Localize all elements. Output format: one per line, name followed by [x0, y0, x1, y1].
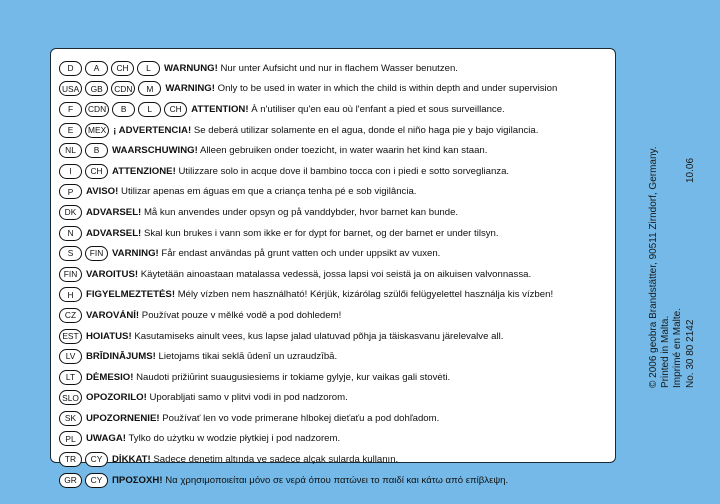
country-code-badge: CY	[85, 452, 108, 467]
warning-row	[59, 243, 611, 264]
warning-heading: WAARSCHUWING!	[112, 145, 198, 157]
warning-body: Utilizar apenas em águas em que a criança tenha pé e sob vigilância.	[121, 186, 417, 198]
warning-heading: UWAGA!	[86, 433, 126, 445]
country-badges	[59, 123, 112, 138]
warning-heading: DİKKAT!	[112, 454, 151, 466]
imprint-number-line	[685, 128, 697, 388]
warning-text	[86, 207, 458, 218]
warning-text	[86, 310, 341, 321]
warning-heading: FIGYELMEZTETÉS!	[86, 289, 176, 301]
country-code-badge: L	[138, 102, 161, 117]
warning-body: Kasutamiseks ainult vees, kus lapse jalad ulatuvad põhja ja täiskasvanu järelevalve all.	[134, 330, 504, 342]
warning-heading: ATTENZIONE!	[112, 165, 176, 177]
country-badges	[59, 287, 85, 302]
warning-body: Käytetään ainoastaan matalassa vedessä, jossa lapsi voi seistä ja on aikuisen valvonnassa.	[140, 268, 532, 280]
country-code-badge: CY	[85, 473, 108, 488]
warning-text	[165, 83, 557, 94]
country-badges	[59, 473, 111, 488]
country-code-badge: PL	[59, 431, 82, 446]
country-code-badge: GR	[59, 473, 82, 488]
country-code-badge: M	[138, 81, 161, 96]
warning-body: Nur unter Aufsicht und nur in flachem Wasser benutzen.	[220, 62, 458, 74]
country-code-badge: EST	[59, 329, 82, 344]
warning-body: À n'utiliser qu'en eau où l'enfant a pied et sous surveillance.	[251, 103, 505, 115]
country-code-badge: B	[112, 102, 135, 117]
country-code-badge: N	[59, 226, 82, 241]
warning-heading: HOIATUS!	[86, 330, 132, 342]
imprint-date: 10.06	[684, 157, 696, 183]
warning-text	[191, 104, 505, 115]
country-badges	[59, 102, 190, 117]
country-code-badge: CH	[164, 102, 187, 117]
country-code-badge: B	[85, 143, 108, 158]
warning-text	[112, 166, 509, 177]
warning-heading: ADVARSEL!	[86, 206, 142, 218]
warning-heading: ADVARSEL!	[86, 227, 142, 239]
warning-body: Να χρησιμοποιείται μόνο σε νερά όπου πατώνει το παιδί και κάτω από επίβλεψη.	[165, 474, 509, 486]
warning-text	[86, 372, 450, 383]
warning-row	[59, 140, 611, 161]
warning-text	[86, 392, 348, 403]
warning-body: Må kun anvendes under opsyn og på vanddybder, hvor barnet kan bunde.	[143, 206, 459, 218]
country-code-badge: SK	[59, 411, 82, 426]
warning-heading: OPOZORILO!	[86, 392, 147, 404]
warning-text	[86, 433, 340, 444]
warning-row	[59, 429, 611, 450]
warning-row	[59, 120, 611, 141]
warning-text	[112, 248, 440, 259]
country-code-badge: NL	[59, 143, 82, 158]
warning-text	[113, 125, 538, 136]
warning-body: Se deberá utilizar solamente en el agua, donde el niño haga pie y bajo vigilancia.	[193, 124, 539, 136]
country-badges	[59, 329, 85, 344]
warning-text	[86, 228, 499, 239]
country-badges	[59, 431, 85, 446]
country-code-badge: GB	[85, 81, 108, 96]
warning-row	[59, 264, 611, 285]
warning-body: Tylko do użytku w wodzie płytkiej i pod nadzorem.	[128, 433, 341, 445]
imprint-printed: Printed in Malta.	[660, 315, 672, 388]
warning-heading: AVISO!	[86, 186, 119, 198]
warning-heading: ΠΡΟΣΟΧΗ!	[112, 474, 163, 486]
imprint-imprime: Imprimé en Malte.	[672, 307, 684, 388]
country-code-badge: LV	[59, 349, 82, 364]
country-code-badge: CH	[111, 61, 134, 76]
country-code-badge: S	[59, 246, 82, 261]
warning-row	[59, 161, 611, 182]
country-code-badge: CZ	[59, 308, 82, 323]
warning-body: Naudoti prižiūrint suaugusiesiems ir tokiame gylyje, kur vaikas gali stovėti.	[136, 371, 451, 383]
country-code-badge: SLO	[59, 390, 82, 405]
country-badges	[59, 61, 163, 76]
warning-panel	[50, 48, 616, 486]
country-code-badge: USA	[59, 81, 82, 96]
warning-body: Får endast användas på grunt vatten och under uppsikt av vuxen.	[161, 248, 441, 260]
warning-body: Skal kun brukes i vann som ikke er for dypt for barnet, og der barnet er under tilsyn.	[143, 227, 499, 239]
warning-heading: WARNING!	[165, 83, 215, 95]
country-badges	[59, 390, 85, 405]
warning-row	[59, 408, 611, 429]
warning-row	[59, 285, 611, 306]
country-badges	[59, 411, 85, 426]
country-code-badge: DK	[59, 205, 82, 220]
warning-row	[59, 202, 611, 223]
warning-row	[59, 99, 611, 120]
country-badges	[59, 349, 85, 364]
warning-row	[59, 182, 611, 203]
warning-row	[59, 367, 611, 388]
country-badges	[59, 246, 111, 261]
warning-heading: UPOZORNENIE!	[86, 412, 160, 424]
country-code-badge: E	[59, 123, 82, 138]
warning-text	[86, 186, 416, 197]
country-badges	[59, 184, 85, 199]
country-badges	[59, 370, 85, 385]
warning-text	[112, 145, 487, 156]
warning-text	[112, 454, 398, 465]
warning-row	[59, 79, 611, 100]
warning-row	[59, 58, 611, 79]
warning-text	[86, 413, 439, 424]
warning-list	[59, 58, 611, 490]
country-badges	[59, 267, 85, 282]
country-code-badge: P	[59, 184, 82, 199]
country-badges	[59, 226, 85, 241]
country-code-badge: CDN	[85, 102, 109, 117]
warning-row	[59, 449, 611, 470]
warning-heading: VARNING!	[112, 248, 159, 260]
warning-text	[86, 269, 531, 280]
country-badges	[59, 164, 111, 179]
country-code-badge: FIN	[59, 267, 82, 282]
country-code-badge: CDN	[111, 81, 135, 96]
warning-text	[86, 289, 553, 300]
warning-heading: BRĪDINĀJUMS!	[86, 351, 156, 363]
country-code-badge: L	[137, 61, 160, 76]
warning-row	[59, 223, 611, 244]
warning-text	[86, 331, 503, 342]
imprint-area	[616, 48, 720, 463]
imprint-text	[648, 128, 697, 388]
country-badges	[59, 143, 111, 158]
warning-text	[112, 475, 508, 486]
country-code-badge: H	[59, 287, 82, 302]
warning-body: Alleen gebruiken onder toezicht, in water waarin het kind kan staan.	[199, 145, 488, 157]
country-code-badge: TR	[59, 452, 82, 467]
warning-heading: VAROITUS!	[86, 268, 139, 280]
warning-body: Mély vízben nem használható! Kérjük, kizárólag szülői felügyelettel használja kis vízben!	[177, 289, 554, 301]
warning-body: Používat pouze v mělké vodě a pod dohledem!	[141, 309, 342, 321]
warning-heading: ATTENTION!	[191, 103, 249, 115]
warning-body: Uporabljati samo v plitvi vodi in pod nadzorom.	[149, 392, 348, 404]
warning-heading: DĖMESIO!	[86, 371, 134, 383]
country-code-badge: LT	[59, 370, 82, 385]
warning-heading: VAROVÁNÍ!	[86, 309, 140, 321]
country-badges	[59, 452, 111, 467]
country-badges	[59, 81, 164, 96]
country-code-badge: D	[59, 61, 82, 76]
warning-row	[59, 470, 611, 491]
warning-body: Lietojams tikai seklā ūdenī un uzraudzībā.	[158, 351, 338, 363]
country-badges	[59, 308, 85, 323]
country-badges	[59, 205, 85, 220]
warning-row	[59, 326, 611, 347]
country-code-badge: F	[59, 102, 82, 117]
warning-heading: ¡ ADVERTENCIA!	[113, 124, 192, 136]
country-code-badge: MEX	[85, 123, 109, 138]
warning-text	[86, 351, 337, 362]
warning-body: Only to be used in water in which the child is within depth and under supervision	[217, 83, 558, 95]
warning-body: Sadece denetim altında ve sadece alçak sularda kullanın.	[153, 454, 399, 466]
country-code-badge: FIN	[85, 246, 108, 261]
country-code-badge: I	[59, 164, 82, 179]
warning-body: Používať len vo vode primerane hlbokej dieťaťu a pod dohľadom.	[162, 412, 440, 424]
imprint-copyright: © 2006 geobra Brandstätter, 90511 Zirndorf, Germany.	[648, 146, 659, 388]
country-code-badge: A	[85, 61, 108, 76]
warning-heading: WARNUNG!	[164, 62, 218, 74]
imprint-number: No. 30 80 2142	[684, 319, 696, 388]
warning-body: Utilizzare solo in acque dove il bambino tocca con i piedi e sotto sorveglianza.	[178, 165, 510, 177]
warning-text	[164, 63, 458, 74]
warning-row	[59, 305, 611, 326]
warning-row	[59, 388, 611, 409]
warning-row	[59, 346, 611, 367]
country-code-badge: CH	[85, 164, 108, 179]
